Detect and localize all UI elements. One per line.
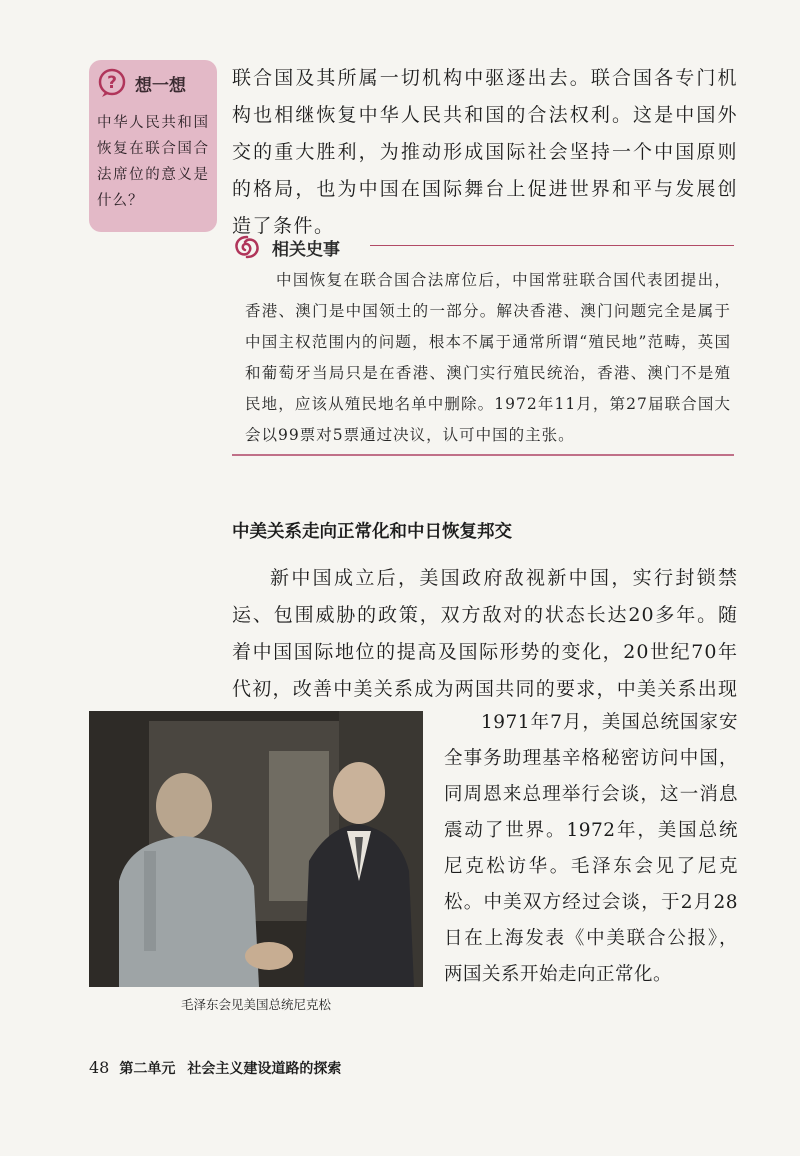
page-footer (89, 1058, 341, 1078)
section-paragraph-2: 1971年7月，美国总统国家安全事务助理基辛格秘密访问中国，同周恩来总理举行会谈，这一消息震动了世界。1972年，美国总统尼克松访华。毛泽东会见了尼克松。中美双方经过会谈，于2月28日在上海发表《中美联合公报》，两国关系开始走向正常化。 (444, 712, 738, 985)
swirl-icon (232, 233, 262, 261)
related-history-rule-bottom (232, 454, 734, 456)
think-box (89, 60, 217, 232)
related-history-header (232, 233, 340, 261)
unit-label: 第二单元 (119, 1061, 176, 1077)
related-history-title: 相关史事 (272, 239, 340, 260)
section-title: 中美关系走向正常化和中日恢复邦交 (232, 522, 512, 542)
historical-photo (89, 711, 423, 987)
unit-title: 社会主义建设道路的探索 (187, 1061, 342, 1077)
svg-text:?: ? (107, 73, 117, 93)
related-history-rule-top (370, 245, 734, 246)
think-box-title: 想一想 (135, 75, 186, 96)
related-history-text: 中国恢复在联合国合法席位后，中国常驻联合国代表团提出，香港、澳门是中国领土的一部分。解决香港、澳门问题完全是属于中国主权范围内的问题，根本不属于通常所谓“殖民地”范畴，英国和葡萄牙当局只是在香港、澳门实行殖民统治，香港、澳门不是殖民地，应该从殖民地名单中删除。1972年11月，第27届联合国大会以99票对5票通过决议，认可中国的主张。 (245, 271, 731, 444)
think-box-question: 中华人民共和国恢复在联合国合法席位的意义是什么？ (97, 115, 209, 209)
top-paragraph: 联合国及其所属一切机构中驱逐出去。联合国各专门机构也相继恢复中华人民共和国的合法权利。这是中国外交的重大胜利，为推动形成国际社会坚持一个中国原则的格局，也为中国在国际舞台上促进世界和平与发展创造了条件。 (232, 67, 738, 237)
photo-caption: 毛泽东会见美国总统尼克松 (180, 997, 331, 1012)
think-box-header (97, 68, 186, 98)
page-number: 48 (89, 1058, 110, 1077)
question-bubble-icon (97, 68, 127, 98)
photo-illustration (89, 711, 423, 987)
section-paragraph-1: 新中国成立后，美国政府敌视新中国，实行封锁禁运、包围威胁的政策，双方敌对的状态长达20多年。随着中国国际地位的提高及国际形势的变化，20世纪70年代初，改善中美关系成为两国共同的要求，中美关系出现 (232, 567, 738, 700)
